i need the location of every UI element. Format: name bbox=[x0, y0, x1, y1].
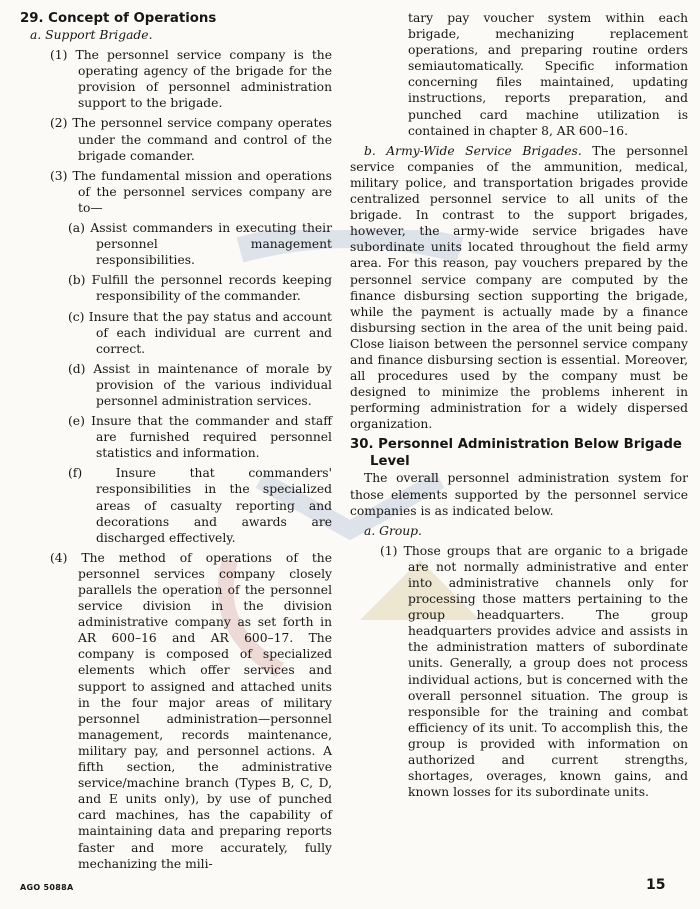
paragraph-1: (1) The personnel service company is the operating agency of the brigade for the provision of personnel administration support to the brigade. bbox=[50, 48, 332, 111]
item-f: (f) Insure that commanders' responsibilities in the specialized areas of casualty reporting and decorations and awards are discharged effectively. bbox=[68, 466, 332, 545]
subsection-b bbox=[350, 143, 688, 433]
subsection-a-heading: a. Support Brigade. bbox=[30, 28, 153, 42]
item-c: (c) Insure that the pay status and account of each individual are current and correct. bbox=[68, 309, 332, 356]
item-b: (b) Fulfill the personnel records keeping responsibility of the commander. bbox=[68, 273, 332, 304]
subsection-b-text: The personnel service companies of the ammunition, medical, military police, and transportation brigades provide centralized personnel service to all units of the brigade. In contrast to the support brigades, however, the army-wide service brigades have subordinate units located throughout the field army area. For this reason, pay vouchers prepared by the personnel service company are computed by the finance disbursing section supporting the brigade, while the payment is actually made by a finance disbursing section in the area of the unit being paid. Close liaison between the personnel service company and finance disbursing section is essential. Moreover, all procedures used by the company must be designed to minimize the problems inherent in performing administration for a widely dispersed organization. bbox=[350, 143, 688, 432]
subsection-a-group-heading: a. Group. bbox=[364, 523, 422, 538]
item-d: (d) Assist in maintenance of morale by provision of the various individual personnel administration services. bbox=[68, 361, 332, 408]
paragraph-4-continued: tary pay voucher system within each brigade, mechanizing replacement operations, and preparing routine orders semiautomatically. Specific information concerning files maintained, updating instructions, reports preparation, and punched card machine utilization is contained in chapter 8, AR 600–16. bbox=[408, 11, 688, 138]
section-30-heading: 30. Personnel Administration Below Brigade Level bbox=[350, 437, 682, 470]
paragraph-3: (3) The fundamental mission and operations of the personnel services company are to— bbox=[50, 168, 332, 215]
paragraph-4: (4) The method of operations of the personnel services company closely parallels the operation of the personnel service division in the division administrative company as set forth in AR 600–16 and AR 600–17. The company is composed of specialized elements which offer services and support to assigned and attached units in the four major areas of military personnel administration—personnel management, records maintenance, military pay, and personnel actions. A fifth section, the administrative service/machine branch (Types B, C, D, and E units only), by use of punched card machines, has the capability of maintaining data and preparing reports faster and more accurately, fully mechanizing the mili- bbox=[50, 550, 332, 871]
item-a: (a) Assist commanders in executing their personnel management responsibilities. bbox=[68, 221, 332, 268]
left-column bbox=[20, 10, 332, 876]
subsection-b-label: b. Army-Wide Service Brigades. bbox=[364, 143, 582, 158]
section-30-intro: The overall personnel administration system for those elements supported by the personnel service companies is as indicated below. bbox=[350, 471, 688, 518]
section-29-heading: 29. Concept of Operations bbox=[20, 11, 217, 26]
footer-ago-code: AGO 5088A bbox=[20, 883, 74, 892]
group-paragraph-1: (1) Those groups that are organic to a brigade are not normally administrative and enter into administrative channels only for processing those matters pertaining to the group headquarters. The group headquarters provides advice and assists in the administration matters of subordinate units. Generally, a group does not process individual actions, but is concerned with the overall personnel situation. The group is responsible for the training and combat efficiency of its unit. To accomplish this, the group is provided with information on authorized and current strengths, shortages, overages, known gains, and known losses for its subordinate units. bbox=[380, 543, 688, 800]
right-column bbox=[350, 10, 688, 804]
page-number: 15 bbox=[646, 877, 666, 893]
paragraph-2: (2) The personnel service company operates under the command and control of the brigade comander. bbox=[50, 116, 332, 163]
item-e: (e) Insure that the commander and staff are furnished required personnel statistics and information. bbox=[68, 414, 332, 461]
